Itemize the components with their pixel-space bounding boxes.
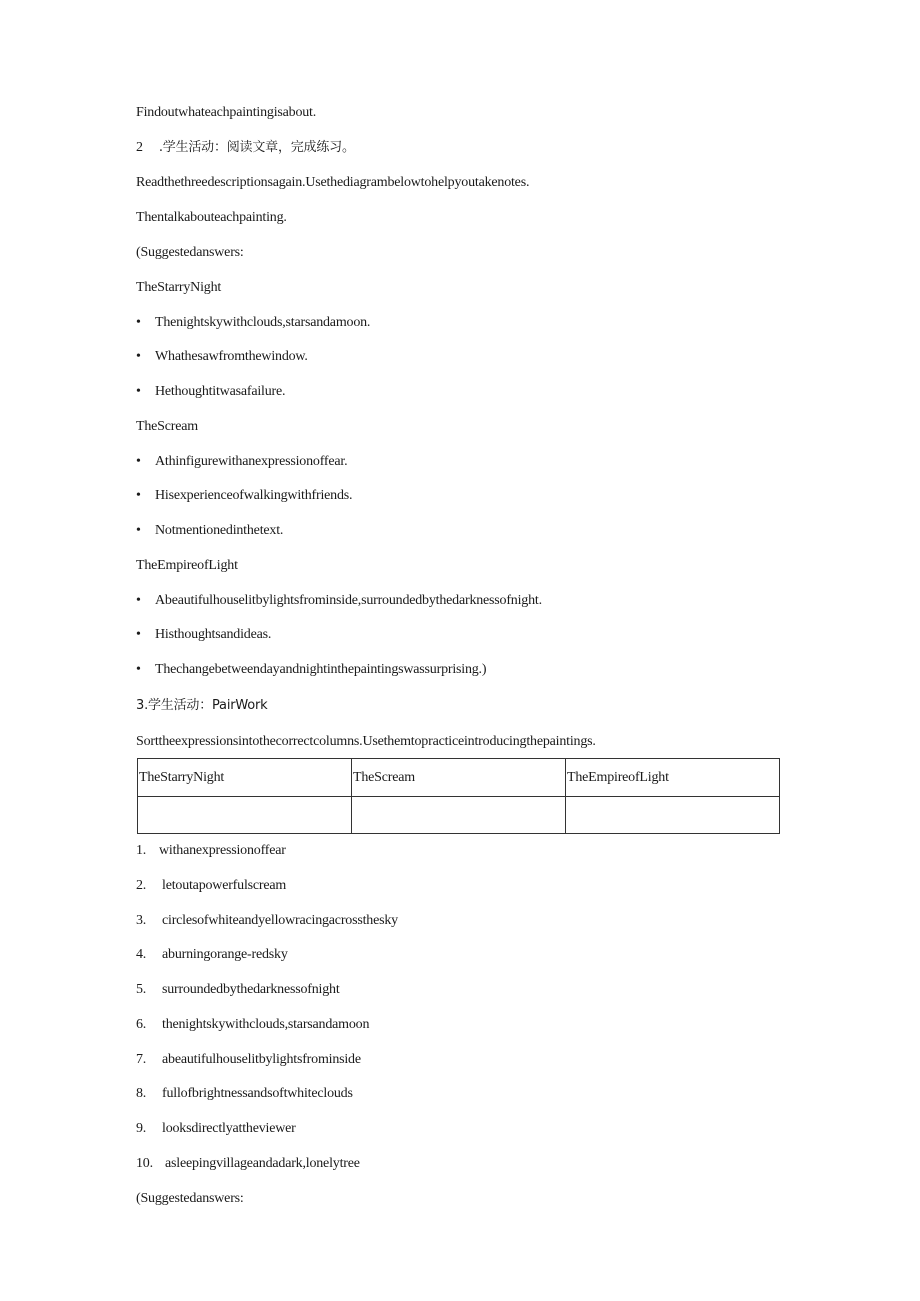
- list-item-text: Hethoughtitwasafailure.: [155, 384, 286, 399]
- list-item: [136, 383, 285, 401]
- list-item-text: thenightskywithclouds,starsandamoon: [162, 1017, 370, 1032]
- table-header-cell: TheScream: [352, 759, 566, 797]
- bullet-icon: •: [136, 488, 141, 503]
- list-item: [136, 1085, 353, 1103]
- list-item: [136, 981, 340, 999]
- bullet-icon: •: [136, 627, 141, 642]
- list-item-text: Athinfigurewithanexpressionoffear.: [155, 454, 348, 469]
- list-item-text: Histhoughtsandideas.: [155, 627, 272, 642]
- activity3-instruction: Sorttheexpressionsintothecorrectcolumns.Usethemtopracticeintroducingthepaintings.: [136, 734, 596, 749]
- table-row: [138, 797, 780, 834]
- list-item-number: 6.: [136, 1017, 147, 1032]
- table-cell: [138, 797, 352, 834]
- list-item-number: 9.: [136, 1121, 147, 1136]
- activity2-instruction-2: Thentalkabouteachpainting.: [136, 210, 287, 225]
- list-item: [136, 487, 352, 505]
- list-item-number: 3.: [136, 913, 147, 928]
- list-item-text: asleepingvillageandadark,lonelytree: [165, 1156, 360, 1171]
- list-item: [136, 314, 370, 332]
- activity3-heading: [136, 697, 268, 715]
- list-item-number: 2.: [136, 878, 147, 893]
- activity2-instruction-1: Readthethreedescriptionsagain.Usethediagrambelowtohelpyoutakenotes.: [136, 175, 530, 190]
- painting-title-scream: TheScream: [136, 419, 198, 434]
- activity3-heading-text: 3.学生活动：PairWork: [136, 698, 268, 713]
- bullet-icon: •: [136, 523, 141, 538]
- list-item: [136, 842, 286, 860]
- list-item: [136, 1016, 369, 1034]
- list-item-text: Whathesawfromthewindow.: [155, 349, 308, 364]
- activity2-heading: [136, 139, 355, 157]
- list-item-text: Hisexperienceofwalkingwithfriends.: [155, 488, 353, 503]
- list-item: [136, 1051, 361, 1069]
- painting-title-empire-of-light: TheEmpireofLight: [136, 558, 238, 573]
- intro-line: Findoutwhateachpaintingisabout.: [136, 105, 317, 120]
- table-header-row: [138, 759, 780, 797]
- list-item-text: letoutapowerfulscream: [162, 878, 287, 893]
- list-item: [136, 592, 542, 610]
- list-item-text: aburningorange-redsky: [162, 947, 288, 962]
- list-item: [136, 626, 271, 644]
- list-item-text: abeautifulhouselitbylightsfrominside: [162, 1052, 361, 1067]
- bullet-icon: •: [136, 315, 141, 330]
- list-item: [136, 522, 283, 540]
- list-item: [136, 877, 286, 895]
- sort-table: [137, 758, 780, 834]
- list-item-text: surroundedbythedarknessofnight: [162, 982, 340, 997]
- list-item: [136, 1120, 296, 1138]
- painting-title-starry-night: TheStarryNight: [136, 280, 222, 295]
- list-item: [136, 946, 288, 964]
- list-item-number: 8.: [136, 1086, 147, 1101]
- table-cell: [352, 797, 566, 834]
- bullet-icon: •: [136, 662, 141, 677]
- bullet-icon: •: [136, 454, 141, 469]
- list-item-number: 5.: [136, 982, 147, 997]
- list-item-number: 10.: [136, 1156, 153, 1171]
- bullet-icon: •: [136, 593, 141, 608]
- list-item: [136, 912, 398, 930]
- list-item: [136, 661, 486, 679]
- activity2-heading-text: .学生活动：阅读文章，完成练习。: [158, 140, 355, 155]
- table-cell: [566, 797, 780, 834]
- list-item-text: Thechangebetweendayandnightinthepaintingswassurprising.): [155, 662, 487, 677]
- list-item: [136, 1155, 360, 1173]
- list-item-text: circlesofwhiteandyellowracingacrossthesky: [162, 913, 398, 928]
- list-item: [136, 348, 308, 366]
- table-header-cell: TheEmpireofLight: [566, 759, 780, 797]
- activity2-heading-number: 2: [136, 140, 143, 155]
- list-item-text: Abeautifulhouselitbylightsfrominside,surroundedbythedarknessofnight.: [155, 593, 542, 608]
- table-header-cell: TheStarryNight: [138, 759, 352, 797]
- list-item-text: fullofbrightnessandsoftwhiteclouds: [162, 1086, 353, 1101]
- list-item-text: looksdirectlyattheviewer: [162, 1121, 296, 1136]
- bullet-icon: •: [136, 349, 141, 364]
- bullet-icon: •: [136, 384, 141, 399]
- list-item-number: 1.: [136, 843, 147, 858]
- list-item-text: Thenightskywithclouds,starsandamoon.: [155, 315, 371, 330]
- activity2-suggested-answers: (Suggestedanswers:: [136, 245, 244, 260]
- list-item: [136, 453, 347, 471]
- list-item-number: 4.: [136, 947, 147, 962]
- list-item-text: Notmentionedinthetext.: [155, 523, 284, 538]
- list-item-text: withanexpressionoffear: [159, 843, 286, 858]
- list-item-number: 7.: [136, 1052, 147, 1067]
- activity3-suggested-answers: (Suggestedanswers:: [136, 1191, 244, 1206]
